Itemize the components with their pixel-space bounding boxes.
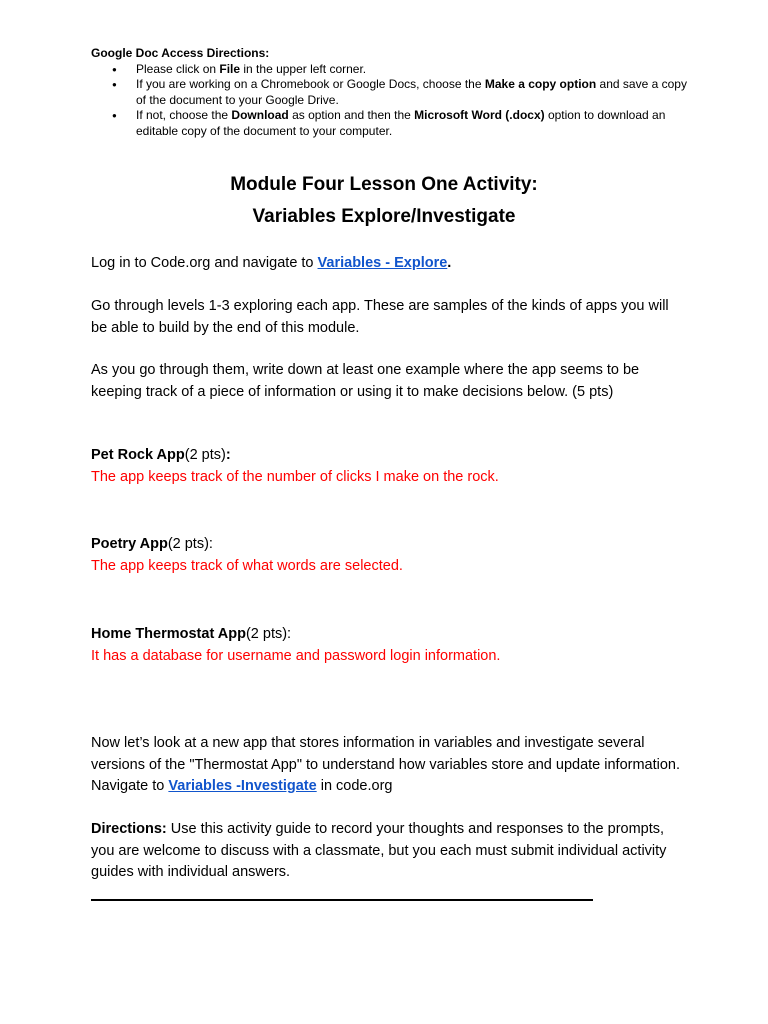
instructions-paragraph: As you go through them, write down at least one example where the app seems to be keeping track of a piece of information or using it to make decisions below. (5 pts) bbox=[91, 362, 640, 400]
access-item-file bbox=[91, 62, 691, 78]
access-item-file-text-a: Please click on bbox=[136, 61, 220, 76]
access-item-copy-bold: Make a copy option bbox=[484, 77, 597, 91]
thermostat-section bbox=[91, 624, 681, 667]
login-period: . bbox=[447, 255, 452, 271]
investigate-paragraph bbox=[91, 733, 681, 798]
thermostat-pts: (2 pts): bbox=[245, 626, 292, 642]
poetry-heading bbox=[91, 534, 681, 556]
pet-rock-name: Pet Rock App bbox=[91, 447, 185, 463]
access-item-file-text-c: in the upper left corner. bbox=[240, 61, 367, 76]
access-item-download bbox=[91, 108, 691, 139]
access-item-file-bold: File bbox=[219, 61, 241, 76]
pet-rock-pts: (2 pts) bbox=[184, 447, 226, 463]
poetry-pts: (2 pts): bbox=[167, 536, 213, 552]
poetry-section bbox=[91, 534, 681, 577]
access-directions-title: Google Doc Access Directions: bbox=[91, 46, 270, 60]
horizontal-rule bbox=[91, 899, 593, 901]
login-text: Log in to Code.org and navigate to bbox=[91, 255, 318, 271]
pet-rock-heading bbox=[91, 445, 681, 467]
variables-investigate-link[interactable]: Variables -Investigate bbox=[168, 778, 317, 794]
access-item-download-text-a: If not, choose the bbox=[136, 108, 232, 122]
thermostat-answer: It has a database for username and password login information. bbox=[91, 647, 501, 664]
document-title-line2: Variables Explore/Investigate bbox=[252, 206, 516, 227]
variables-explore-link[interactable]: Variables - Explore bbox=[317, 255, 448, 271]
investigate-text: Now let’s look at a new app that stores information in variables and investigate several versions of the "Thermostat App" to understand how variables store and update information. Navigate to bbox=[91, 735, 681, 794]
poetry-answer: The app keeps track of what words are selected. bbox=[91, 557, 403, 574]
levels-paragraph: Go through levels 1-3 exploring each app. These are samples of the kinds of apps you will be able to build by the end of this module. bbox=[91, 298, 669, 336]
access-item-download-bold-word: Microsoft Word (.docx) bbox=[414, 108, 545, 122]
investigate-text-end: in code.org bbox=[316, 778, 393, 794]
access-directions bbox=[91, 46, 691, 139]
thermostat-heading bbox=[91, 624, 681, 646]
directions-paragraph bbox=[91, 819, 681, 884]
access-item-copy bbox=[91, 77, 691, 108]
access-item-download-bold: Download bbox=[231, 108, 289, 122]
pet-rock-section bbox=[91, 445, 681, 488]
access-item-download-text-c: as option and then the bbox=[288, 108, 415, 122]
thermostat-name: Home Thermostat App bbox=[91, 626, 246, 642]
pet-rock-answer: The app keeps track of the number of clicks I make on the rock. bbox=[91, 468, 499, 485]
pet-rock-colon: : bbox=[225, 447, 231, 463]
access-item-download-text-e: option to download an editable copy of the document to your computer. bbox=[136, 108, 666, 138]
poetry-name: Poetry App bbox=[91, 536, 168, 552]
document-title-line1: Module Four Lesson One Activity: bbox=[230, 174, 538, 195]
directions-text: Use this activity guide to record your thoughts and responses to the prompts, you are welcome to discuss with a classmate, but you each must submit individual activity guides with individual answers. bbox=[91, 821, 667, 880]
access-item-copy-text-a: If you are working on a Chromebook or Google Docs, choose the bbox=[136, 77, 485, 91]
directions-label: Directions: bbox=[91, 821, 167, 837]
login-paragraph bbox=[91, 253, 681, 275]
access-item-copy-text-c: and save a copy of the document to your Google Drive. bbox=[136, 77, 687, 107]
access-directions-list bbox=[91, 62, 691, 140]
